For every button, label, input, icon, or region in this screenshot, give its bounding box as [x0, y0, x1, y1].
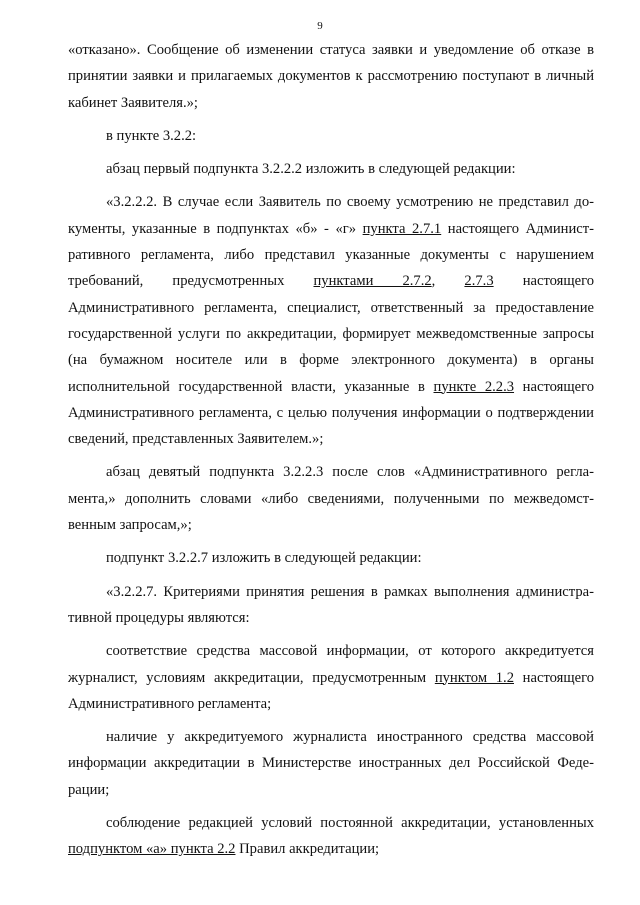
paragraph-3-2-2-7-text: «3.2.2.7. Критериями принятия решения в рамках выполнения административной процедуры являются:: [68, 583, 594, 626]
reference-link[interactable]: 2.7.3: [464, 273, 494, 290]
paragraph-status-notice: «отказано». Сообщение об изменении статуса заявки и уведомление об отказе в принятии заявки и прилагаемых документов к рассмотрению поступают в личный кабинет Заявителя.»;: [68, 42, 594, 111]
reference-link[interactable]: подпунктом «а» пункта 2.2: [68, 841, 236, 858]
reference-link[interactable]: пункте 2.2.3: [433, 378, 515, 395]
paragraph-criterion-media-conformity: соответствие средства массовой информации, от которого аккредитуется журналист, условиям аккредитации, предусмотренным пунктом 1.2 настоящего Административного регламента;: [68, 643, 594, 712]
page-number: 9: [317, 20, 323, 32]
paragraph-amend-3-2-2-3: абзац девятый подпункта 3.2.2.3 после слов «Административного регламента,» дополнить словами «либо сведениями, полученными по межведомственным запросам,»;: [68, 464, 594, 534]
paragraph-3-2-2-2-text: «3.2.2.2. В случае если Заявитель по своему усмотрению не представил документы, указанные в подпунктах «б» - «г» пункта 2.7.1 настоящего Административного регламента, либо представил указанные документы с нарушением требований, предусмотренных пунктами 2.7.2, 2.7.3 настоящего Административного регламента, специалист, ответственный за предоставление государственной услуги по аккредитации, формирует межведомственные запросы (на бумажном носителе или в форме электронного документа) в органы исполнительной государственной власти, указанные в пункте 2.2.3 настоящего Административного регламента, с целью получения информации о подтверждении сведений, представленных Заявителем.»;: [68, 194, 595, 448]
reference-link[interactable]: пункта 2.7.1: [362, 220, 442, 237]
document-body: [68, 37, 594, 863]
paragraph-amend-3-2-2-2: абзац первый подпункта 3.2.2.2 изложить в следующей редакции:: [106, 161, 516, 178]
paragraph-criterion-permanent-accreditation: соблюдение редакцией условий постоянной аккредитации, установленных подпунктом «а» пункта 2.2 Правил аккредитации;: [68, 815, 594, 858]
reference-link[interactable]: пунктом 1.2: [434, 669, 514, 686]
paragraph-amend-3-2-2-7: подпункт 3.2.2.7 изложить в следующей редакции:: [106, 550, 422, 567]
reference-link[interactable]: пунктами 2.7.2: [313, 273, 432, 290]
paragraph-item-3-2-2: в пункте 3.2.2:: [106, 127, 197, 144]
paragraph-criterion-mfa-accreditation: наличие у аккредитуемого журналиста иностранного средства массовой информации аккредитации в Министерстве иностранных дел Российской Федерации;: [68, 729, 594, 798]
